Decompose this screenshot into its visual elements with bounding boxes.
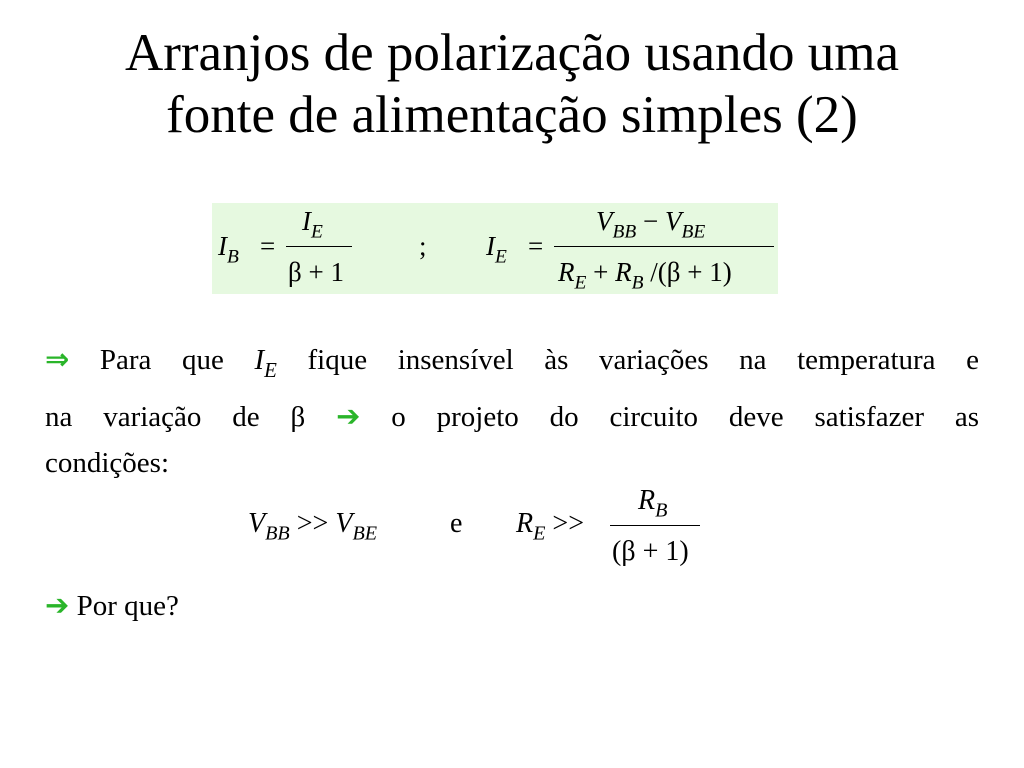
- title-line-2: fonte de alimentação simples (2): [166, 86, 858, 144]
- paragraph-line-2: na variação de β ➔ o projeto do circuito deve satisfazer as: [45, 398, 979, 433]
- implies-icon: ⇒: [45, 342, 70, 376]
- paragraph-line-3: condições:: [45, 446, 170, 479]
- right-arrow-icon: ➔: [336, 398, 361, 433]
- ie-symbol: $I_E$: [486, 231, 507, 268]
- condition-conjunction: e: [450, 508, 463, 539]
- condition-fraction-bar: [610, 525, 700, 526]
- question-text: Por que?: [69, 590, 179, 622]
- condition-numerator: $R_B$: [638, 485, 668, 522]
- ib-denominator: β + 1: [288, 257, 344, 287]
- page-title: [0, 22, 1024, 146]
- ib-fraction-bar: [286, 246, 352, 247]
- ie-numerator: $V_{BB} - V_{BE}$: [596, 206, 706, 243]
- condition-denominator: (β + 1): [612, 536, 689, 567]
- ie-equals: =: [528, 231, 544, 261]
- explanation-paragraph: [45, 336, 979, 486]
- condition-re: $R_E$ >>: [516, 508, 585, 545]
- title-line-1: Arranjos de polarização usando uma: [124, 24, 900, 82]
- paragraph-line-1: ⇒ Para que $I_E$ fique insensível às variações na temperatura e: [45, 342, 980, 382]
- formula-separator: ;: [419, 231, 427, 261]
- ib-numerator: $I_E$: [302, 206, 323, 243]
- ib-symbol: $I_B$: [218, 231, 239, 268]
- condition-vbb-vbe: $V_{BB} >> V_{BE}$: [248, 508, 378, 545]
- question-line: [45, 588, 179, 623]
- right-arrow-icon: ➔: [45, 588, 70, 622]
- ie-denominator: $R_E + R_B$ /(β + 1): [558, 257, 732, 294]
- ib-equals: =: [260, 231, 276, 261]
- formula-box: [212, 203, 778, 294]
- ie-fraction-bar: [554, 246, 774, 247]
